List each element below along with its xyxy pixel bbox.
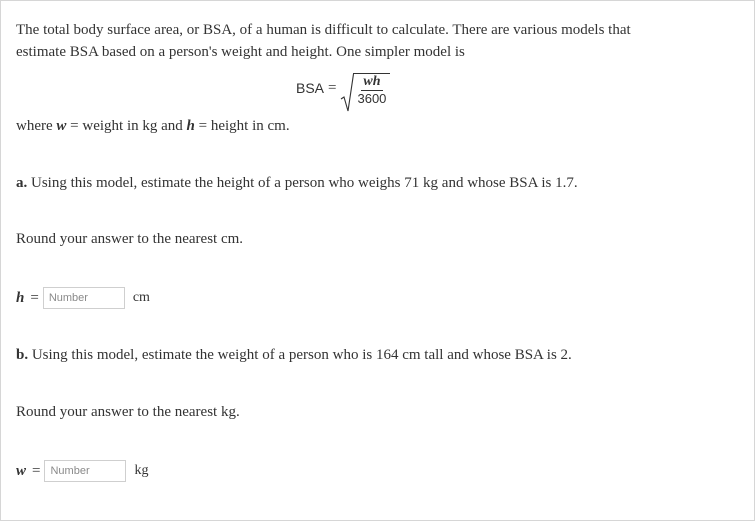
intro-line-1: The total body surface area, or BSA, of a human is difficult to calculate. There are various models that — [16, 22, 631, 38]
part-a-weight: 71 — [404, 175, 420, 191]
part-a-unit: cm — [132, 290, 150, 305]
formula-fraction — [353, 73, 390, 113]
part-b-answer-variable: w — [16, 462, 27, 479]
weight-answer-input[interactable] — [44, 460, 126, 482]
part-b-text-1: Using this model, estimate the weight of a person who is — [28, 347, 376, 363]
where-mid-1: = weight in kg and — [66, 118, 187, 134]
part-a-answer-variable: h — [16, 289, 25, 306]
question-b — [16, 347, 572, 364]
radical-sign-icon — [340, 73, 354, 113]
part-b-height: 164 — [375, 347, 399, 363]
part-b-answer-equals: = — [32, 462, 41, 479]
part-a-bsa: 1.7 — [555, 175, 574, 191]
formula-equals: = — [328, 79, 337, 96]
intro-line-2: estimate BSA based on a person's weight and height. One simpler model is — [16, 44, 465, 60]
part-b-label: b. — [16, 347, 29, 363]
part-a-text-3: . — [573, 175, 578, 191]
part-b-round-instruction: Round your answer to the nearest kg. — [16, 404, 240, 420]
formula-lhs: BSA — [296, 80, 325, 96]
variable-definitions — [16, 118, 290, 135]
part-a-answer-equals: = — [30, 289, 39, 306]
intro-paragraph — [16, 19, 736, 63]
part-b-unit: kg — [134, 463, 149, 478]
formula-denominator: 3600 — [357, 91, 387, 106]
weight-variable: w — [56, 118, 67, 134]
part-b-answer-row — [16, 460, 148, 482]
part-a-text-2: kg and whose BSA is — [419, 175, 556, 191]
part-a-text-1: Using this model, estimate the height of a person who weighs — [27, 175, 405, 191]
part-b-text-2: cm tall and whose BSA is — [398, 347, 561, 363]
bsa-formula — [296, 73, 390, 113]
square-root — [340, 73, 390, 113]
part-a-round-instruction: Round your answer to the nearest cm. — [16, 231, 244, 247]
part-a-answer-row — [16, 287, 150, 309]
where-prefix: where — [16, 118, 57, 134]
formula-numerator: wh — [363, 74, 381, 89]
where-mid-2: = height in cm. — [194, 118, 290, 134]
question-a — [16, 175, 578, 192]
part-a-label: a. — [16, 175, 28, 191]
height-variable: h — [186, 118, 195, 134]
height-answer-input[interactable] — [43, 287, 125, 309]
part-b-bsa: 2 — [560, 347, 569, 363]
part-b-text-3: . — [568, 347, 572, 363]
